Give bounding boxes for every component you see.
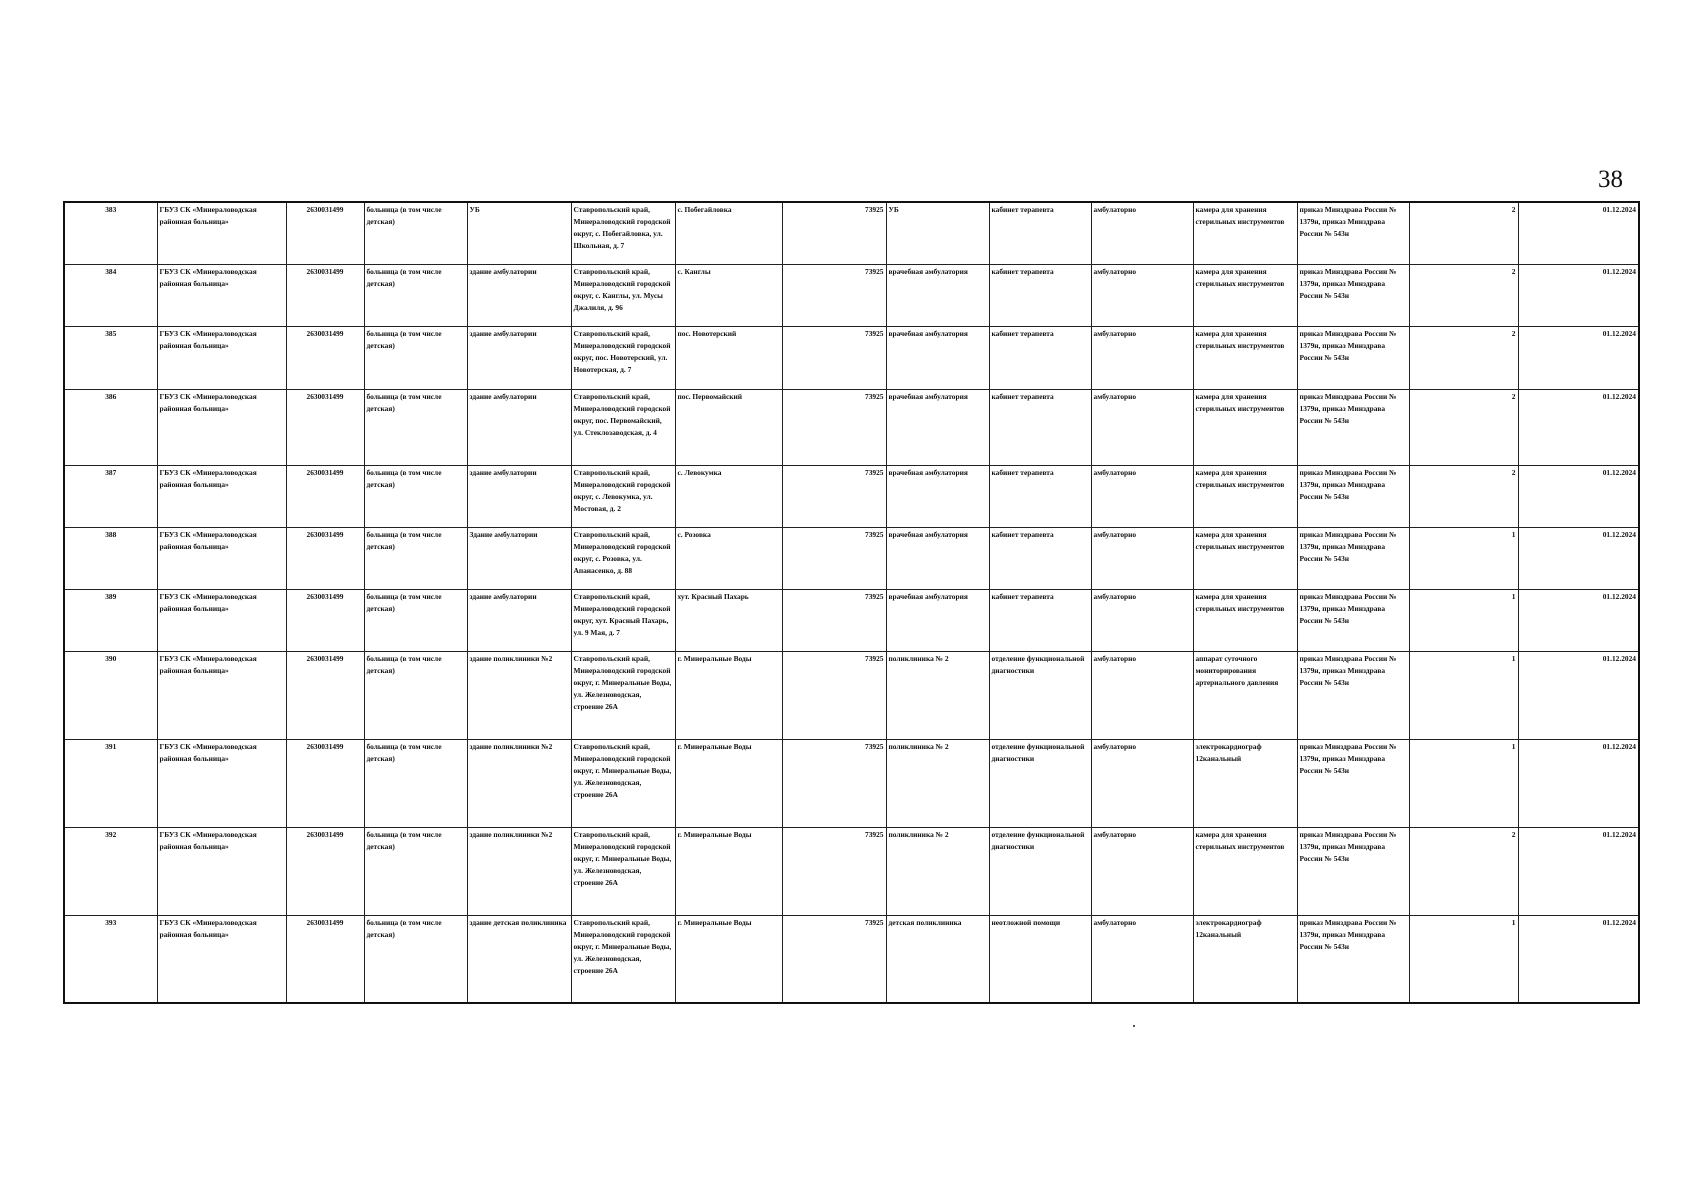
inn: 2630031499	[286, 465, 364, 527]
table-row	[64, 739, 1639, 827]
row-number: 387	[64, 465, 157, 527]
building: УБ	[467, 202, 571, 264]
table-row	[64, 465, 1639, 527]
unit: врачебная амбулатория	[886, 264, 989, 326]
date: 01.12.2024	[1518, 465, 1639, 527]
quantity: 2	[1409, 827, 1518, 915]
address: Ставропольский край, Минераловодский городской округ, с. Канглы, ул. Мусы Джалиля, д. 96	[571, 264, 675, 326]
facility-type: больница (в том числе детская)	[364, 465, 467, 527]
order-reference: приказ Минздрава России № 1379н, приказ Минздрава России № 543н	[1297, 651, 1409, 739]
row-number: 391	[64, 739, 157, 827]
facility-type: больница (в том числе детская)	[364, 589, 467, 651]
organization-name: ГБУЗ СК «Минераловодская районная больница»	[157, 465, 286, 527]
order-reference: приказ Минздрава России № 1379н, приказ Минздрава России № 543н	[1297, 326, 1409, 389]
inn: 2630031499	[286, 915, 364, 1003]
scan-speck	[1133, 1025, 1135, 1027]
order-reference: приказ Минздрава России № 1379н, приказ Минздрава России № 543н	[1297, 915, 1409, 1003]
order-reference: приказ Минздрава России № 1379н, приказ Минздрава России № 543н	[1297, 739, 1409, 827]
locality: с. Левокумка	[675, 465, 782, 527]
cabinet: кабинет терапевта	[989, 589, 1091, 651]
table-row	[64, 589, 1639, 651]
order-reference: приказ Минздрава России № 1379н, приказ Минздрава России № 543н	[1297, 389, 1409, 465]
order-reference: приказ Минздрава России № 1379н, приказ Минздрава России № 543н	[1297, 264, 1409, 326]
organization-name: ГБУЗ СК «Минераловодская районная больница»	[157, 326, 286, 389]
cabinet: кабинет терапевта	[989, 326, 1091, 389]
oktmo: 73925	[782, 739, 886, 827]
care-condition: амбулаторно	[1091, 202, 1193, 264]
oktmo: 73925	[782, 589, 886, 651]
cabinet: кабинет терапевта	[989, 527, 1091, 589]
table-row	[64, 326, 1639, 389]
quantity: 1	[1409, 589, 1518, 651]
unit: врачебная амбулатория	[886, 389, 989, 465]
order-reference: приказ Минздрава России № 1379н, приказ Минздрава России № 543н	[1297, 827, 1409, 915]
address: Ставропольский край, Минераловодский городской округ, с. Побегайловка, ул. Школьная, д. 7	[571, 202, 675, 264]
facility-type: больница (в том числе детская)	[364, 651, 467, 739]
address: Ставропольский край, Минераловодский городской округ, пос. Новотерский, ул. Новотерская, д. 7	[571, 326, 675, 389]
table-row	[64, 202, 1639, 264]
unit: детская поликлиника	[886, 915, 989, 1003]
building: здание поликлиники №2	[467, 739, 571, 827]
equipment-registry-table	[63, 201, 1640, 1004]
care-condition: амбулаторно	[1091, 326, 1193, 389]
address: Ставропольский край, Минераловодский городской округ, хут. Красный Пахарь, ул. 9 Мая, д. 7	[571, 589, 675, 651]
locality: с. Канглы	[675, 264, 782, 326]
address: Ставропольский край, Минераловодский городской округ, с. Левокумка, ул. Мостовая, д. 2	[571, 465, 675, 527]
row-number: 386	[64, 389, 157, 465]
equipment: камера для хранения стерильных инструментов	[1193, 465, 1297, 527]
equipment: камера для хранения стерильных инструментов	[1193, 389, 1297, 465]
care-condition: амбулаторно	[1091, 651, 1193, 739]
locality: г. Минеральные Воды	[675, 739, 782, 827]
quantity: 2	[1409, 264, 1518, 326]
date: 01.12.2024	[1518, 527, 1639, 589]
quantity: 2	[1409, 389, 1518, 465]
address: Ставропольский край, Минераловодский городской округ, пос. Первомайский, ул. Стеклозаводская, д. 4	[571, 389, 675, 465]
organization-name: ГБУЗ СК «Минераловодская районная больница»	[157, 915, 286, 1003]
equipment: электрокардиограф 12канальный	[1193, 739, 1297, 827]
unit: врачебная амбулатория	[886, 589, 989, 651]
inn: 2630031499	[286, 389, 364, 465]
organization-name: ГБУЗ СК «Минераловодская районная больница»	[157, 527, 286, 589]
row-number: 385	[64, 326, 157, 389]
building: здание амбулатории	[467, 326, 571, 389]
table-row	[64, 651, 1639, 739]
organization-name: ГБУЗ СК «Минераловодская районная больница»	[157, 202, 286, 264]
table-row	[64, 264, 1639, 326]
facility-type: больница (в том числе детская)	[364, 915, 467, 1003]
oktmo: 73925	[782, 915, 886, 1003]
building: здание амбулатории	[467, 465, 571, 527]
row-number: 392	[64, 827, 157, 915]
inn: 2630031499	[286, 651, 364, 739]
row-number: 384	[64, 264, 157, 326]
address: Ставропольский край, Минераловодский городской округ, г. Минеральные Воды, ул. Железноводская, строение 26А	[571, 739, 675, 827]
address: Ставропольский край, Минераловодский городской округ, г. Минеральные Воды, ул. Железноводская, строение 26А	[571, 827, 675, 915]
quantity: 2	[1409, 326, 1518, 389]
equipment: камера для хранения стерильных инструментов	[1193, 264, 1297, 326]
organization-name: ГБУЗ СК «Минераловодская районная больница»	[157, 827, 286, 915]
order-reference: приказ Минздрава России № 1379н, приказ Минздрава России № 543н	[1297, 527, 1409, 589]
quantity: 2	[1409, 465, 1518, 527]
quantity: 1	[1409, 651, 1518, 739]
order-reference: приказ Минздрава России № 1379н, приказ Минздрава России № 543н	[1297, 465, 1409, 527]
care-condition: амбулаторно	[1091, 589, 1193, 651]
facility-type: больница (в том числе детская)	[364, 527, 467, 589]
equipment: камера для хранения стерильных инструментов	[1193, 827, 1297, 915]
locality: г. Минеральные Воды	[675, 915, 782, 1003]
building: здание поликлиники №2	[467, 827, 571, 915]
table-row	[64, 915, 1639, 1003]
table-row	[64, 827, 1639, 915]
building: здание амбулатории	[467, 389, 571, 465]
date: 01.12.2024	[1518, 915, 1639, 1003]
building: здание амбулатории	[467, 264, 571, 326]
cabinet: кабинет терапевта	[989, 264, 1091, 326]
locality: с. Розовка	[675, 527, 782, 589]
table-row	[64, 389, 1639, 465]
inn: 2630031499	[286, 264, 364, 326]
date: 01.12.2024	[1518, 739, 1639, 827]
equipment: камера для хранения стерильных инструментов	[1193, 527, 1297, 589]
unit: врачебная амбулатория	[886, 326, 989, 389]
inn: 2630031499	[286, 527, 364, 589]
locality: с. Побегайловка	[675, 202, 782, 264]
unit: врачебная амбулатория	[886, 465, 989, 527]
facility-type: больница (в том числе детская)	[364, 389, 467, 465]
row-number: 393	[64, 915, 157, 1003]
locality: хут. Красный Пахарь	[675, 589, 782, 651]
building: Здание амбулатории	[467, 527, 571, 589]
cabinet: отделение функциональной диагностики	[989, 651, 1091, 739]
organization-name: ГБУЗ СК «Минераловодская районная больница»	[157, 739, 286, 827]
building: здание детская поликлиника	[467, 915, 571, 1003]
building: здание поликлиники №2	[467, 651, 571, 739]
date: 01.12.2024	[1518, 389, 1639, 465]
facility-type: больница (в том числе детская)	[364, 739, 467, 827]
equipment: камера для хранения стерильных инструментов	[1193, 202, 1297, 264]
unit: врачебная амбулатория	[886, 527, 989, 589]
cabinet: кабинет терапевта	[989, 465, 1091, 527]
oktmo: 73925	[782, 264, 886, 326]
row-number: 389	[64, 589, 157, 651]
oktmo: 73925	[782, 465, 886, 527]
date: 01.12.2024	[1518, 264, 1639, 326]
cabinet: кабинет терапевта	[989, 202, 1091, 264]
care-condition: амбулаторно	[1091, 827, 1193, 915]
date: 01.12.2024	[1518, 589, 1639, 651]
oktmo: 73925	[782, 202, 886, 264]
locality: г. Минеральные Воды	[675, 651, 782, 739]
care-condition: амбулаторно	[1091, 389, 1193, 465]
cabinet: отделение функциональной диагностики	[989, 739, 1091, 827]
facility-type: больница (в том числе детская)	[364, 326, 467, 389]
address: Ставропольский край, Минераловодский городской округ, г. Минеральные Воды, ул. Железноводская, строение 26А	[571, 915, 675, 1003]
address: Ставропольский край, Минераловодский городской округ, г. Минеральные Воды, ул. Железноводская, строение 26А	[571, 651, 675, 739]
locality: пос. Новотерский	[675, 326, 782, 389]
quantity: 1	[1409, 739, 1518, 827]
unit: поликлиника № 2	[886, 651, 989, 739]
cabinet: отделение функциональной диагностики	[989, 827, 1091, 915]
table-row	[64, 527, 1639, 589]
organization-name: ГБУЗ СК «Минераловодская районная больница»	[157, 651, 286, 739]
equipment: камера для хранения стерильных инструментов	[1193, 589, 1297, 651]
order-reference: приказ Минздрава России № 1379н, приказ Минздрава России № 543н	[1297, 589, 1409, 651]
inn: 2630031499	[286, 326, 364, 389]
date: 01.12.2024	[1518, 326, 1639, 389]
oktmo: 73925	[782, 389, 886, 465]
locality: пос. Первомайский	[675, 389, 782, 465]
quantity: 2	[1409, 202, 1518, 264]
oktmo: 73925	[782, 527, 886, 589]
equipment: аппарат суточного мониторирования артериального давления	[1193, 651, 1297, 739]
care-condition: амбулаторно	[1091, 465, 1193, 527]
inn: 2630031499	[286, 827, 364, 915]
oktmo: 73925	[782, 827, 886, 915]
oktmo: 73925	[782, 651, 886, 739]
unit: поликлиника № 2	[886, 739, 989, 827]
equipment: камера для хранения стерильных инструментов	[1193, 326, 1297, 389]
order-reference: приказ Минздрава России № 1379н, приказ Минздрава России № 543н	[1297, 202, 1409, 264]
locality: г. Минеральные Воды	[675, 827, 782, 915]
row-number: 388	[64, 527, 157, 589]
facility-type: больница (в том числе детская)	[364, 827, 467, 915]
inn: 2630031499	[286, 739, 364, 827]
care-condition: амбулаторно	[1091, 264, 1193, 326]
oktmo: 73925	[782, 326, 886, 389]
facility-type: больница (в том числе детская)	[364, 202, 467, 264]
care-condition: амбулаторно	[1091, 915, 1193, 1003]
inn: 2630031499	[286, 589, 364, 651]
table-body	[64, 202, 1639, 1003]
organization-name: ГБУЗ СК «Минераловодская районная больница»	[157, 589, 286, 651]
equipment: электрокардиограф 12канальный	[1193, 915, 1297, 1003]
date: 01.12.2024	[1518, 202, 1639, 264]
row-number: 390	[64, 651, 157, 739]
quantity: 1	[1409, 915, 1518, 1003]
building: здание амбулатории	[467, 589, 571, 651]
cabinet: кабинет терапевта	[989, 389, 1091, 465]
unit: поликлиника № 2	[886, 827, 989, 915]
organization-name: ГБУЗ СК «Минераловодская районная больница»	[157, 264, 286, 326]
row-number: 383	[64, 202, 157, 264]
care-condition: амбулаторно	[1091, 739, 1193, 827]
care-condition: амбулаторно	[1091, 527, 1193, 589]
date: 01.12.2024	[1518, 827, 1639, 915]
inn: 2630031499	[286, 202, 364, 264]
quantity: 1	[1409, 527, 1518, 589]
address: Ставропольский край, Минераловодский городской округ, с. Розовка, ул. Апанасенко, д. 88	[571, 527, 675, 589]
organization-name: ГБУЗ СК «Минераловодская районная больница»	[157, 389, 286, 465]
facility-type: больница (в том числе детская)	[364, 264, 467, 326]
page-number: 38	[1598, 166, 1623, 193]
cabinet: неотложной помощи	[989, 915, 1091, 1003]
date: 01.12.2024	[1518, 651, 1639, 739]
unit: УБ	[886, 202, 989, 264]
